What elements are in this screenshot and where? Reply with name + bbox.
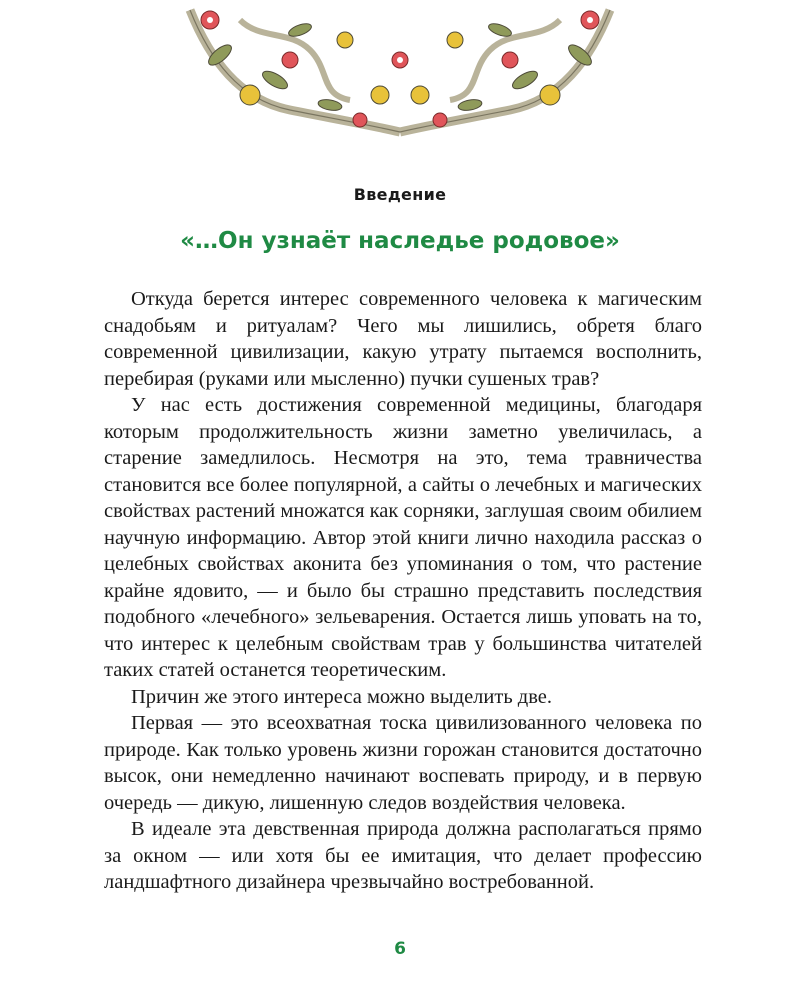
paragraph: Откуда берется интерес современного человека к магическим снадобьям и ритуалам? Чего мы лишились, обретя благо современной цивилизации, какую утрату пытаемся восполнить, перебирая (руками или мысленно) пучки сушеных трав? <box>104 288 702 390</box>
chapter-title: «…Он узнаёт наследье родовое» <box>180 228 620 254</box>
paragraph: Первая — это всеохватная тоска цивилизованного человека по природе. Как только уровень жизни горожан становится достаточно высок, они немедленно начинают воспевать природу, и в первую очередь — дикую, лишенную следов воздействия человека. <box>104 712 702 814</box>
paragraph: Причин же этого интереса можно выделить две. <box>131 685 553 708</box>
page-number: 6 <box>394 939 406 959</box>
paragraph: У нас есть достижения современной медицины, благодаря которым продолжительность жизни заметно увеличилась, а старение замедлилось. Несмотря на это, тема травничества становится все более популярной, а сайты о лечебных и магических свойствах растений множатся как сорняки, заглушая своим обилием научную информацию. Автор этой книги лично находила рассказ о целебных свойствах аконита без упоминания о том, что растение крайне ядовито, — и было бы страшно представить последствия подобного «лечебного» зельеварения. Остается лишь уповать на то, что интерес к целебным свойствам трав у большинства читателей таких статей останется теоретическим. <box>104 394 702 681</box>
paragraph: В идеале эта девственная природа должна располагаться прямо за окном — или хотя бы ее имитация, что делает профессию ландшафтного дизайнера чрезвычайно востребованной. <box>104 818 702 893</box>
body-text <box>104 286 702 896</box>
floral-ornament <box>180 0 620 140</box>
section-label: Введение <box>353 185 447 204</box>
